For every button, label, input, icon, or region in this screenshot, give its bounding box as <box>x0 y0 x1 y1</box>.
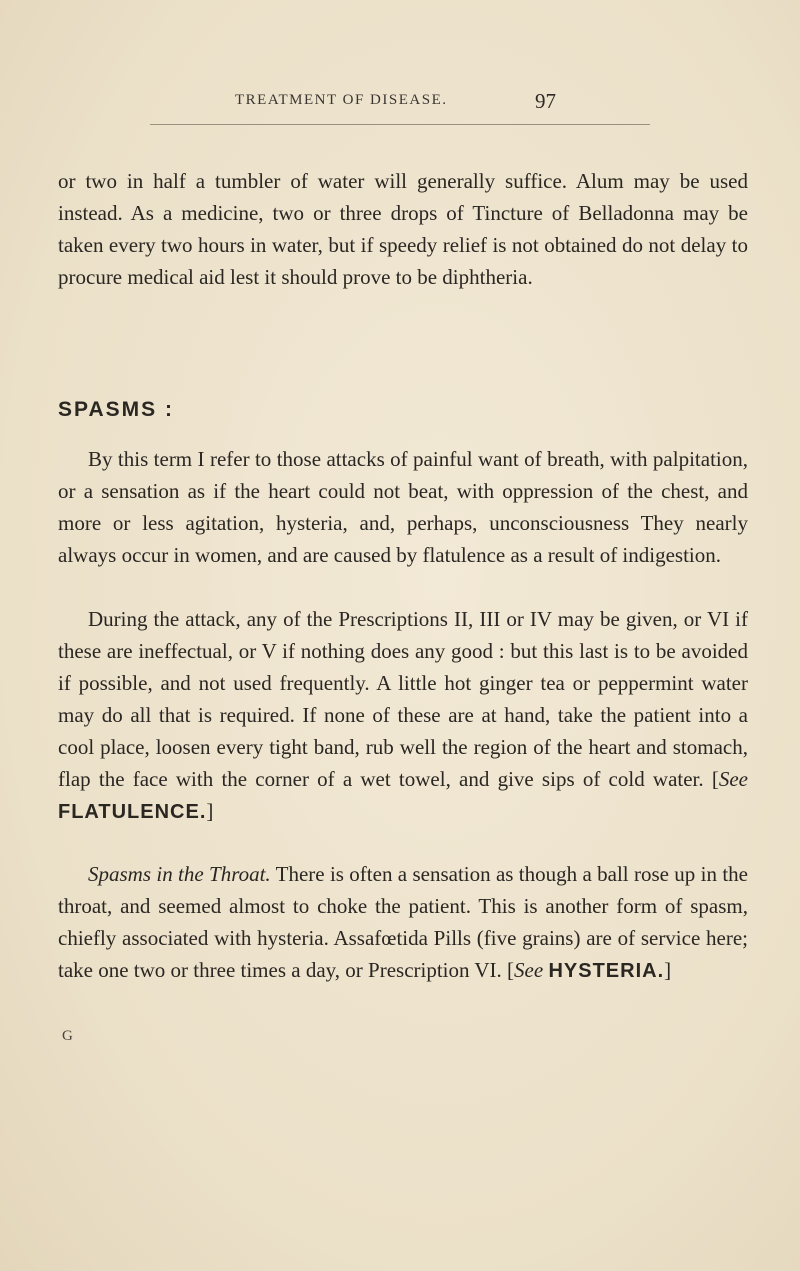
header-rule <box>150 124 650 125</box>
paragraph-spasms-definition: By this term I refer to those attacks of painful want of breath, with palpitation, or a sensation as if the heart could not beat, with oppression of the chest, and more or less agitation, hysteria, and, perhaps, unconsciousness They nearly always occur in women, and are caused by flatulence as a result of indigestion. <box>58 447 748 567</box>
paragraph-continued: or two in half a tumbler of water will generally suffice. Alum may be used instead. As a medicine, two or three drops of Tincture of Belladonna may be taken every two hours in water, but if speedy relief is not obtained do not delay to procure medical aid lest it should prove to be diphtheria. <box>58 169 748 289</box>
paragraph-spasms-throat <box>58 858 748 987</box>
see-reference-label: See <box>718 767 748 791</box>
signature-mark: G <box>62 1028 73 1044</box>
subsection-title: Spasms in the Throat. <box>88 862 271 886</box>
bracket-close: ] <box>664 958 672 982</box>
cross-reference-flatulence: FLATULENCE. <box>58 801 207 823</box>
see-reference-label: See <box>514 958 544 982</box>
running-head: TREATMENT OF DISEASE. <box>235 92 448 108</box>
bracket-close: ] <box>206 799 214 823</box>
cross-reference-hysteria: HYSTERIA. <box>548 960 665 982</box>
page-number: 97 <box>535 89 556 113</box>
throat-text: There is often a sensation as though a ball rose up in the throat, and seemed almost to choke the patient. This is another form of spasm, chiefly associated with hysteria. Assafœtida Pills (five grains) are of service here; take one two or three times a day, or Prescription VI. [ <box>58 862 748 982</box>
treatment-text: During the attack, any of the Prescriptions II, III or IV may be given, or VI if these are ineffectual, or V if nothing does any good : but this last is to be avoided if possible, and not used frequently. A little hot ginger tea or peppermint water may do all that is required. If none of these are at hand, take the patient into a cool place, loosen every tight band, rub well the region of the heart and stomach, flap the face with the corner of a wet towel, and give sips of cold water. [ <box>58 607 748 791</box>
section-heading-spasms: SPASMS : <box>58 398 174 421</box>
paragraph-spasms-treatment <box>58 603 748 828</box>
page-header <box>150 89 650 132</box>
